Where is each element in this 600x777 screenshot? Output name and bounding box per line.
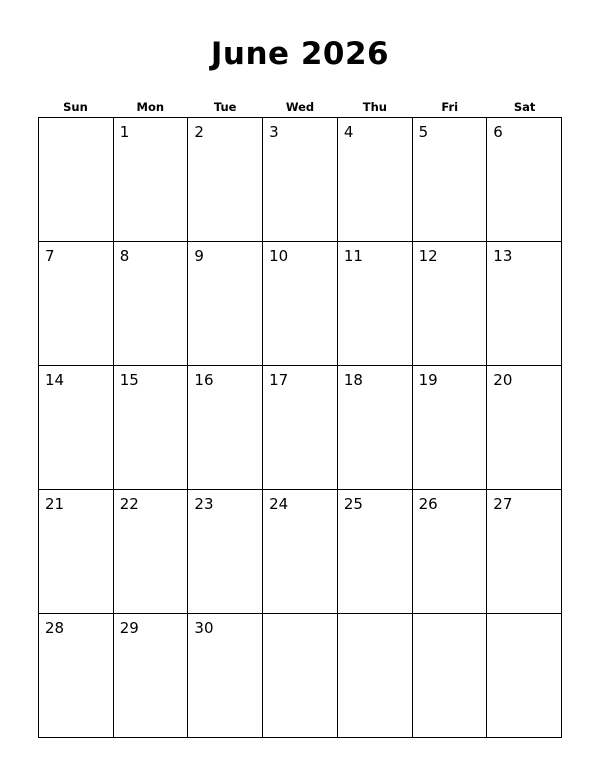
day-cell: [263, 490, 338, 614]
day-cell: [413, 366, 488, 490]
day-cell: [338, 490, 413, 614]
day-cell: [263, 614, 338, 738]
weekday-header-row: [38, 99, 562, 115]
day-number: 5: [418, 123, 429, 141]
day-cell: [487, 614, 562, 738]
day-cell: [338, 118, 413, 242]
day-number: 20: [493, 371, 513, 389]
day-cell: [114, 366, 189, 490]
day-number: 13: [493, 247, 513, 265]
day-cell: [114, 242, 189, 366]
day-number: 11: [343, 247, 363, 265]
day-number: 3: [269, 123, 279, 141]
day-number: 27: [493, 495, 513, 513]
day-cell: [39, 118, 114, 242]
day-number: 30: [194, 619, 214, 637]
day-number: 28: [45, 619, 65, 637]
day-cell: [39, 366, 114, 490]
day-number: 21: [45, 495, 65, 513]
day-cell: [39, 242, 114, 366]
weekday-wed: Wed: [285, 100, 315, 114]
day-number: 12: [418, 247, 438, 265]
day-cell: [188, 366, 263, 490]
day-cell: [114, 490, 189, 614]
day-cell: [188, 490, 263, 614]
day-cell: [188, 242, 263, 366]
day-cell: [487, 490, 562, 614]
weekday-sun: Sun: [63, 100, 88, 114]
day-number: 2: [194, 123, 204, 141]
day-number: 14: [45, 371, 65, 389]
weekday-mon: Mon: [136, 100, 165, 114]
day-number: 24: [269, 495, 289, 513]
day-cell: [413, 118, 488, 242]
day-cell: [413, 242, 488, 366]
day-cell: [338, 366, 413, 490]
weekday-sat: Sat: [513, 100, 536, 114]
day-cell: [487, 366, 562, 490]
calendar-title: June 2026: [210, 36, 390, 72]
day-number: 6: [493, 123, 503, 141]
day-number: 26: [418, 495, 438, 513]
day-number: 10: [269, 247, 289, 265]
day-number: 22: [119, 495, 139, 513]
day-cell: [487, 118, 562, 242]
day-cell: [263, 366, 338, 490]
day-number: 1: [119, 123, 130, 141]
day-cell: [413, 490, 488, 614]
day-cell: [338, 242, 413, 366]
day-number: 23: [194, 495, 214, 513]
weekday-fri: Fri: [441, 100, 459, 114]
day-cell: [487, 242, 562, 366]
day-cell: [413, 614, 488, 738]
day-cell: [263, 118, 338, 242]
day-number: 18: [343, 371, 363, 389]
day-number: 16: [194, 371, 214, 389]
day-number: 7: [45, 247, 55, 265]
day-cell: [188, 118, 263, 242]
day-number: 25: [343, 495, 363, 513]
weekday-tue: Tue: [213, 100, 237, 114]
day-cell: [263, 242, 338, 366]
day-cell: [338, 614, 413, 738]
day-number: 4: [343, 123, 354, 141]
day-number: 17: [269, 371, 289, 389]
day-number: 29: [119, 619, 139, 637]
weekday-thu: Thu: [362, 100, 387, 114]
day-number: 15: [119, 371, 139, 389]
day-number: 9: [194, 247, 204, 265]
day-cell: [114, 614, 189, 738]
calendar-grid: [38, 117, 562, 738]
day-number: 19: [418, 371, 438, 389]
day-cell: [39, 490, 114, 614]
day-number: 8: [119, 247, 130, 265]
day-cell: [188, 614, 263, 738]
day-cell: [39, 614, 114, 738]
day-cell: [114, 118, 189, 242]
